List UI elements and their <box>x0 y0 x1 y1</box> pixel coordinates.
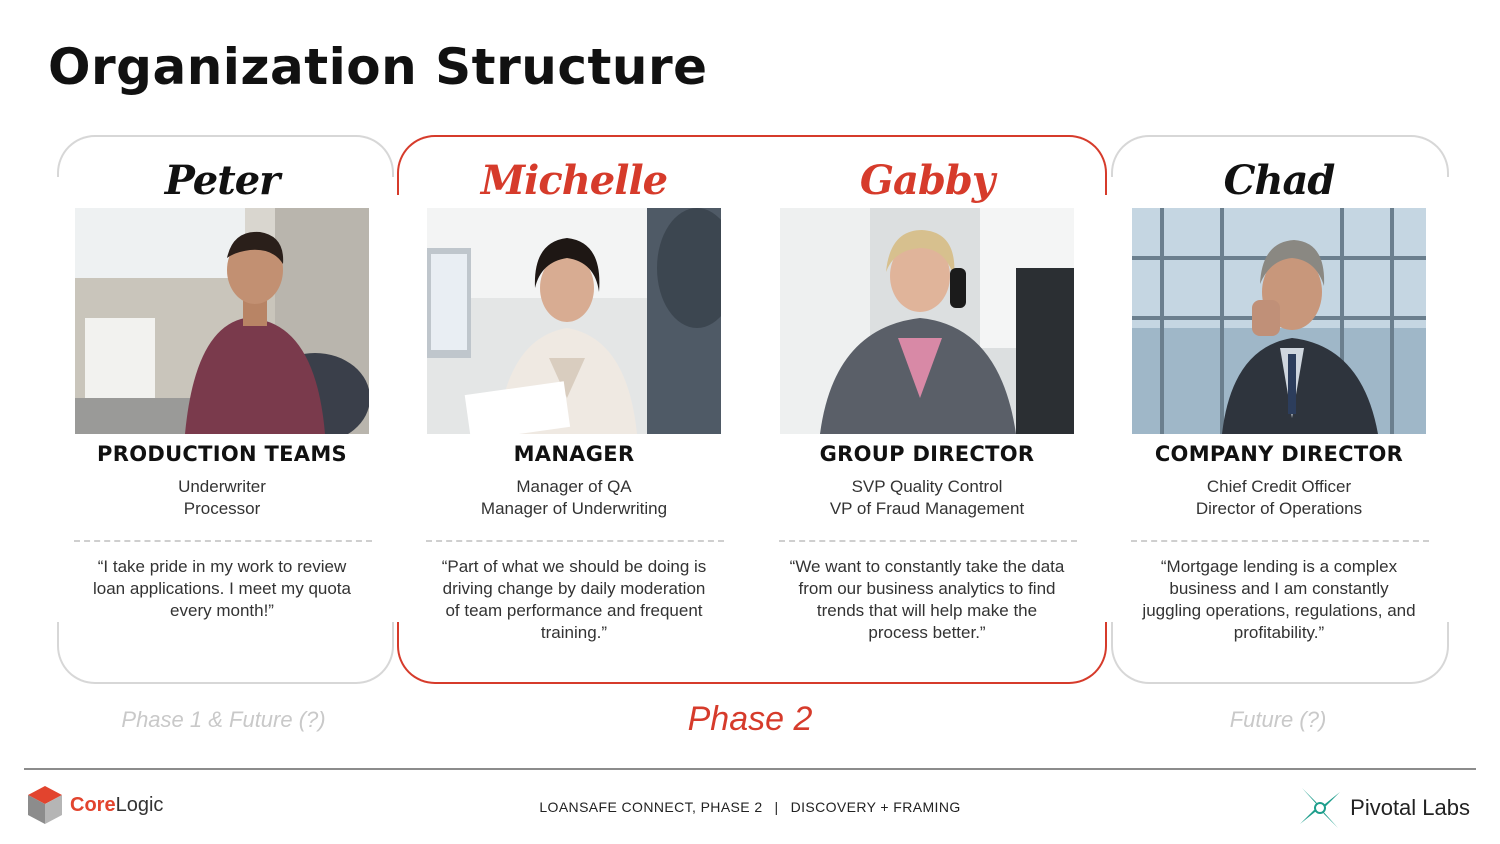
persona-card-peter <box>74 150 370 622</box>
footer-project: LOANSAFE CONNECT, PHASE 2 <box>539 799 763 815</box>
persona-quote: “I take pride in my work to review loan applications. I meet my quota every month!” <box>93 557 351 620</box>
persona-title-line: Manager of Underwriting <box>480 499 668 518</box>
persona-photo-michelle <box>427 208 721 434</box>
persona-title-line: SVP Quality Control <box>851 477 1003 496</box>
persona-card-chad <box>1131 150 1427 644</box>
divider <box>779 540 1077 542</box>
persona-card-gabby <box>779 150 1075 644</box>
footer-stage: DISCOVERY + FRAMING <box>790 799 961 815</box>
persona-title-line: Chief Credit Officer <box>1206 477 1352 496</box>
phase-label-left: Phase 1 & Future (?) <box>121 707 326 732</box>
persona-title-line: Processor <box>183 499 261 518</box>
persona-titles <box>74 476 370 520</box>
persona-quote: “We want to constantly take the data from our business analytics to find trends that will help make the process better.” <box>789 557 1065 642</box>
persona-photo-gabby <box>780 208 1074 434</box>
persona-quote: “Mortgage lending is a complex business and I am constantly juggling operations, regulations, and profitability.” <box>1142 557 1416 642</box>
footer-divider <box>24 768 1476 770</box>
persona-title-line: Underwriter <box>178 477 266 496</box>
persona-title-line: Director of Operations <box>1195 499 1363 518</box>
persona-name: Peter <box>164 157 280 204</box>
persona-titles <box>1131 476 1427 520</box>
pivotal-labs-pinwheel-icon <box>1296 786 1344 830</box>
persona-name: Chad <box>1223 157 1335 204</box>
persona-titles <box>779 476 1075 520</box>
persona-name: Michelle <box>480 157 668 204</box>
footer-caption <box>0 799 1500 815</box>
divider <box>1131 540 1429 542</box>
persona-role: MANAGER <box>513 442 635 466</box>
persona-role: COMPANY DIRECTOR <box>1154 442 1404 466</box>
persona-role: PRODUCTION TEAMS <box>97 442 347 466</box>
pivotal-labs-wordmark: Pivotal Labs <box>1350 795 1470 820</box>
phase-label-right: Future (?) <box>1229 707 1327 732</box>
footer-separator: | <box>774 799 779 815</box>
pivotal-labs-logo <box>1296 786 1470 830</box>
persona-title-line: VP of Fraud Management <box>829 499 1025 518</box>
persona-name: Gabby <box>859 157 995 204</box>
corelogic-wordmark-logic: Logic <box>115 793 164 816</box>
persona-card-michelle <box>426 150 722 644</box>
persona-title-line: Manager of QA <box>516 477 632 496</box>
divider <box>426 540 724 542</box>
page-title: Organization Structure <box>48 38 708 96</box>
divider <box>74 540 372 542</box>
frame-peter-bottom <box>57 622 394 684</box>
persona-titles <box>426 476 722 520</box>
persona-quote: “Part of what we should be doing is driving change by daily moderation of team performance and frequent training.” <box>441 557 707 642</box>
corelogic-wordmark-core: Core <box>70 793 116 816</box>
persona-photo-peter <box>75 208 369 434</box>
persona-photo-chad <box>1132 208 1426 434</box>
phase-label-middle: Phase 2 <box>687 700 813 738</box>
persona-role: GROUP DIRECTOR <box>819 442 1035 466</box>
